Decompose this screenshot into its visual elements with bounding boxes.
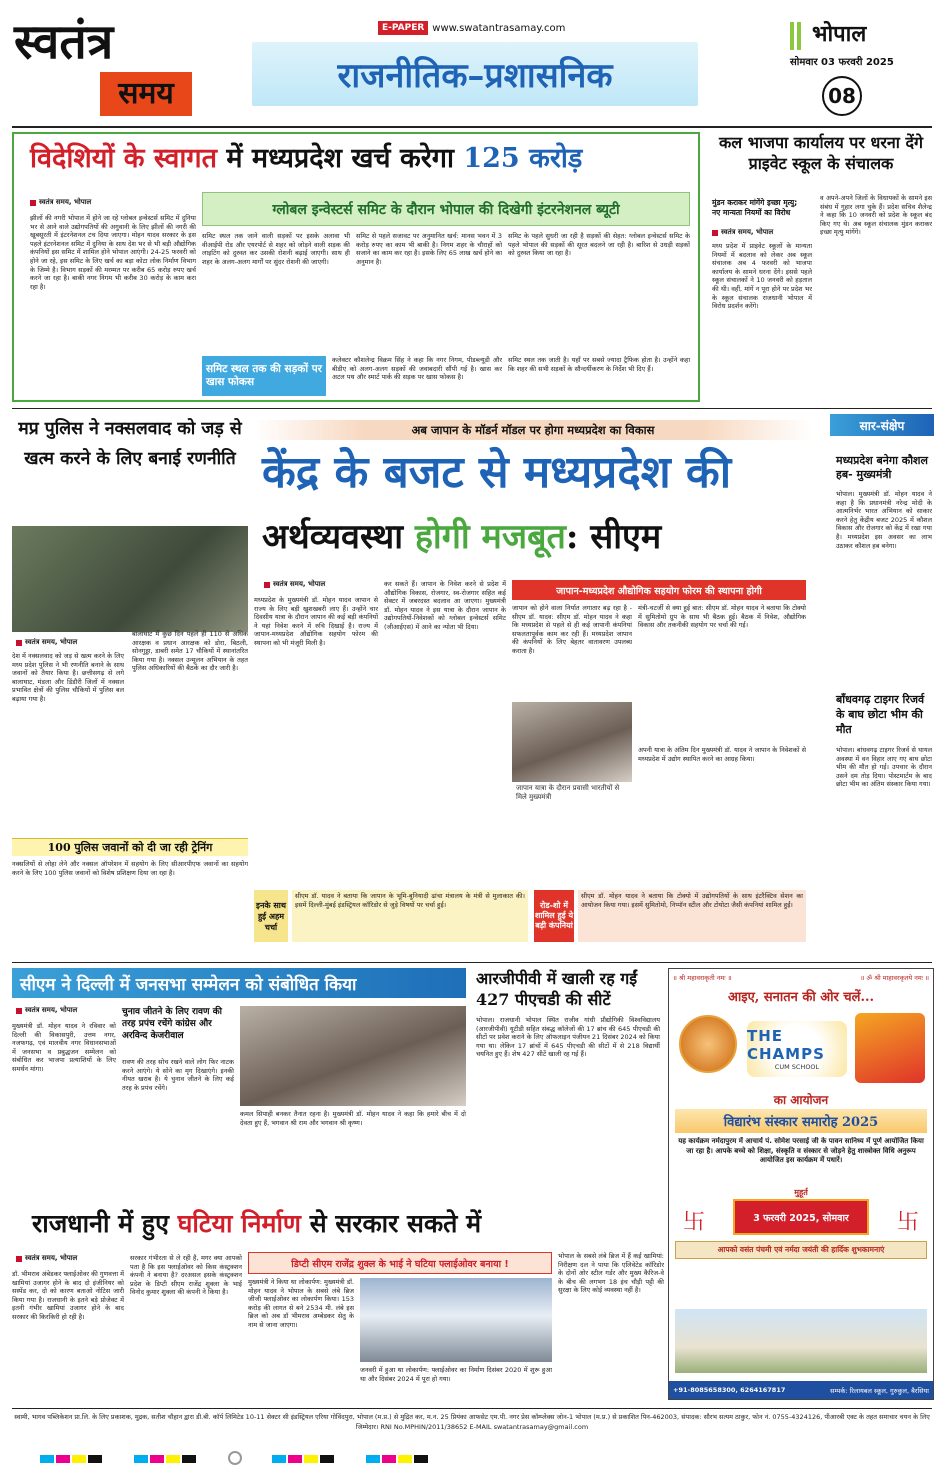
main-headline-2c: : सीएम bbox=[565, 517, 662, 557]
ad-top-left: ॥ श्री महावराकृती नमः ॥ bbox=[673, 974, 732, 982]
logo-line2: समय bbox=[100, 72, 192, 116]
school-headline: कल भाजपा कार्यालय पर धरना देंगे प्राइवेट स्कूल के संचालक bbox=[718, 133, 923, 173]
epaper-label: E-PAPER bbox=[378, 21, 428, 35]
swastika-right-icon: 卐 bbox=[896, 1210, 919, 1235]
lead-headline-black: में मध्यप्रदेश खर्च करेगा bbox=[216, 143, 464, 174]
ad-brand-sub: CUM SCHOOL bbox=[774, 1063, 820, 1071]
delhi-body2: रावण की तरह सोच रखने वाले लोग फिर नाटक करने आएंगे। ये सोने का मृग दिखाएंगे। इनकी नीयत खराब है। ये चुनाव जीतने के लिए कई तरह के प्रपंच रचेंगे। bbox=[122, 1058, 234, 1092]
box-b-label bbox=[534, 890, 574, 942]
ad-event-title-bar bbox=[675, 1109, 927, 1133]
lead-highlight-box bbox=[202, 356, 326, 396]
section-banner bbox=[252, 42, 698, 106]
box-b-title: रोड-शो में शामिल हुई ये बड़ी कंपनियां bbox=[534, 901, 574, 930]
construction-headline bbox=[32, 1210, 481, 1238]
masthead-logo bbox=[14, 14, 194, 122]
rgpv-body: भोपाल। राजधानी भोपाल स्थित राजीव गांधी प्रौद्योगिकी विश्वविद्यालय (आरजीपीवी) यूटीडी सहित संबद्ध कॉलेजों की 17 ब्रांच की 645 पीएचडी की सीटों पर प्रवेश कराने के लिए ऑफलाइन पंजीयन 21 दिसंबर 2024 को किया गया था। लेकिन 17 ब्रांचों में 645 पीएचडी की सीटों में से 218 विद्यार्थी चयनित हुए हैं। शेष 427 सीटें खाली रह गई हैं। bbox=[476, 1016, 660, 1059]
lead-subhead-banner bbox=[202, 192, 690, 226]
section-rule-1 bbox=[12, 408, 932, 409]
ad-greeting: आपको वसंत पंचमी एवं नर्मदा जयंती की हार्दिक शुभकामनाएं bbox=[717, 1245, 885, 1254]
construction-body3: मुख्यमंत्री ने किया था लोकार्पण: मुख्यमंत्री डॉ. मोहन यादव ने भोपाल के सबसे लंबे ब्रिज जीजी फ्लाईओवर का लोकार्पण किया। 153 करोड़ की लागत से बने 2534 मी. लंबे इस ब्रिज को अब डॉ भीमराव अम्बेडकर सेतु के नाम से जाना जाएगा। bbox=[248, 1278, 354, 1329]
forum-body2: मंत्री-चटर्जी से क्या हुई बात: सीएम डॉ. मोहन यादव ने बताया कि टोक्यो में सुमितोमो ग्रुप के साथ भी बैठक हुई। बैठक में निवेश, औद्योगिक विकास और तकनीकी सहयोग पर चर्चा की गई। bbox=[638, 604, 806, 630]
ad-date: 3 फरवरी 2025, सोमवार bbox=[753, 1212, 849, 1224]
lead-headline-red: विदेशियों के स्वागत bbox=[30, 143, 217, 174]
footer-rule bbox=[12, 1408, 932, 1409]
main-kicker-bar bbox=[254, 420, 812, 440]
main-headline-2 bbox=[262, 518, 661, 556]
logo-line1: स्वतंत्र bbox=[14, 14, 114, 70]
police-story bbox=[12, 414, 248, 944]
delhi-photo-caption: कमल सिपाही बनकर तैनात रहना है। मुख्यमंत्री डॉ. मोहन यादव ने कहा कि हमारे बीच में दो देवता हुए हैं, भगवान श्री राम और भगवान श्री कृष्ण। bbox=[240, 1110, 466, 1127]
lead-byline: स्वतंत्र समय, भोपाल bbox=[30, 198, 91, 207]
school-subhead: मुंडन कराकर मांगेंगे इच्छा मृत्यु; नए मान्यता नियमों का विरोध bbox=[712, 198, 798, 217]
masthead-meta bbox=[790, 16, 930, 116]
lead-headline bbox=[30, 144, 582, 174]
ad-school-photo bbox=[675, 1309, 927, 1373]
box-b-body: सीएम डॉ. मोहन यादव ने बताया कि टोक्यो में उद्योगपतियों के साथ इंटरैक्टिव सेशन का आयोजन किया गया। इसमें सुमितोमो, निप्पॉन स्टील और टोयोटा जैसी कंपनियां शामिल हुईं। bbox=[578, 890, 806, 942]
ad-footer-bar bbox=[669, 1381, 933, 1399]
construction-kicker-bar bbox=[248, 1252, 552, 1274]
construction-kicker: डिप्टी सीएम राजेंद्र शुक्ल के भाई ने घटिया फ्लाईओवर बनाया ! bbox=[291, 1258, 509, 1270]
ad-top-strip bbox=[673, 973, 929, 985]
side-caption: अपनी यात्रा के अंतिम दिन मुख्यमंत्री डॉ. यादव ने जापान के निवेशकों से मध्यप्रदेश में उद्योग स्थापित करने का आग्रह किया। bbox=[638, 746, 806, 763]
lead-col6: समिट स्थल तक जाती है। यहाँ पर सबसे ज्यादा ट्रैफिक होता है। उन्होंने कहा कि शहर की सभी सड़कों के सौन्दर्यीकरण के निर्देश भी दिए हैं। bbox=[508, 356, 690, 373]
construction-body4: भोपाल के सबसे लंबे ब्रिज में हैं कई खामियां: निरीक्षण दल ने पाया कि एलिवेटेड कॉरिडोर के दोनों ओर स्टील गर्डर और मुख्य कैरिज-वे के बीच की लगभग 18 इंच चौड़ी पट्टी की सुरक्षा के लिए कोई व्यवस्था नहीं है। bbox=[558, 1252, 664, 1295]
box-a-body: सीएम डॉ. यादव ने बताया कि जापान के भूमि-बुनियादी ढांचा मंत्रालय के मंत्री से मुलाकात की। इसमें दिल्ली-मुंबई इंडस्ट्रियल कॉरिडोर से जुड़े विषयों पर चर्चा हुई। bbox=[292, 890, 528, 942]
school-body: मध्य प्रदेश में प्राइवेट स्कूलों के मान्यता नियमों में बदलाव को लेकर अब स्कूल संचालक अब 4 फरवरी को भाजपा कार्यालय के सामने धरना देंगे। इससे पहले स्कूल संचालकों ने 10 जनवरी को हड़ताल की थी। वहीं, मांगें न पूरा होने पर प्रदेश भर के स्कूल संचालक राजधानी भोपाल में विरोध प्रदर्शन करेंगे। bbox=[712, 242, 812, 311]
police-box-title-bar bbox=[12, 838, 248, 856]
epaper-bar bbox=[378, 20, 565, 36]
main-headline-2a: अर्थव्यवस्था bbox=[262, 517, 415, 557]
delhi-byline: स्वतंत्र समय, भोपाल bbox=[16, 1006, 77, 1015]
brief-item1-body: भोपाल। मुख्यमंत्री डॉ. मोहन यादव ने कहा है कि प्रधानमंत्री नरेन्द्र मोदी के आत्मनिर्भर भारत अभियान को साकार करने हेतु केंद्रीय बजट 2025 में कौशल विकास और रोजगार को केंद्र में रखा गया है। मध्यप्रदेश इस अवसर का लाभ उठाकर कौशल हब बनेगा। bbox=[836, 490, 932, 550]
lead-highlight-text: समिट स्थल तक की सड़कों पर खास फोकस bbox=[206, 363, 322, 388]
cmyk-bar-right bbox=[366, 1448, 430, 1467]
brief-column bbox=[830, 414, 934, 944]
construction-headline-2: से सरकार सकते में bbox=[301, 1209, 482, 1238]
footer-editor: संपादक: सौरभ सत्यम ठाकुर, फोन नं. 0755-4324126, bbox=[681, 1413, 823, 1421]
ad-muhurat: मुहूर्त bbox=[794, 1188, 808, 1197]
flyover-photo bbox=[360, 1278, 552, 1362]
page-number: 08 bbox=[828, 84, 856, 108]
lead-headline-blue: 125 करोड़ bbox=[463, 143, 583, 174]
masthead-rule bbox=[12, 126, 932, 128]
issue-date: सोमवार 03 फरवरी 2025 bbox=[790, 57, 894, 68]
box-a-label bbox=[254, 890, 288, 942]
advertisement bbox=[668, 968, 934, 1400]
police-photo bbox=[12, 526, 248, 632]
main-story bbox=[254, 414, 812, 944]
police-box-body: नक्सलियों से लोहा लेने और नक्सल ऑपरेशन में सहयोग के लिए सीआरपीएफ जवानों का सहयोग करने के लिए 100 पुलिस जवानों को विशेष प्रशिक्षण दिया जा रहा है। bbox=[12, 860, 248, 877]
ad-date-box bbox=[733, 1199, 869, 1235]
school-body2: व अपने-अपने जिलों के विधायकों के सामने इस संबंध में गुहार लगा चुके हैं। प्रदेश सचिव शैलेन्द्र ने कहा कि 10 जनवरी को प्रदेश के स्कूल बंद किए गए थे। अब स्कूल संचालक मुंडन कराकर इच्छा मृत्यु मांगेंगे। bbox=[820, 194, 932, 237]
brief-item2-body: भोपाल। बांधवगढ़ टाइगर रिजर्व से घायल अवस्था में वन विहार लाए गए बाघ छोटा भीम की मौत हो गई। उपचार के दौरान उसने दम तोड़ दिया। पोस्टमार्टम के बाद छोटा भीम का अंतिम संस्कार किया गया। bbox=[836, 746, 932, 789]
ad-top-right: ॥ ॐ श्री माहावरकृतये नमः ॥ bbox=[860, 974, 929, 982]
ad-brand: THE CHAMPS bbox=[747, 1027, 825, 1063]
construction-story bbox=[12, 1206, 664, 1406]
delhi-headline: सीएम ने दिल्ली में जनसभा सम्मेलन को संबोधित किया bbox=[20, 974, 357, 995]
box-a-title: इनके साथ हुई अहम चर्चा bbox=[256, 900, 286, 932]
accent-bars bbox=[790, 22, 801, 50]
ad-tagline: आइए, सनातन की ओर चलें... bbox=[727, 990, 875, 1005]
lead-story bbox=[12, 132, 700, 402]
delhi-body: मुख्यमंत्री डॉ. मोहन यादव ने रविवार को दिल्ली की विकासपुरी, उत्तम नगर, नजफगढ़, एवं मालवीय नगर विधानसभाओं में जनसभा व प्रबुद्धजन सम्मेलन को संबोधित कर भाजपा प्रत्याशियों के लिए समर्थन मांगा। bbox=[12, 1022, 116, 1073]
forum-title: जापान-मध्यप्रदेश औद्योगिक सहयोग फोरम की स्थापना होगी bbox=[556, 585, 762, 597]
rgpv-story bbox=[476, 968, 660, 1200]
website-link[interactable]: www.swatantrasamay.com bbox=[432, 22, 566, 34]
swastika-left-icon: 卐 bbox=[683, 1210, 706, 1235]
color-registration-strip bbox=[40, 1448, 430, 1467]
ad-portrait bbox=[679, 1015, 737, 1073]
brief-item1-headline: मध्यप्रदेश बनेगा कौशल हब- मुख्यमंत्री bbox=[836, 454, 928, 481]
delhi-headline-bar bbox=[12, 968, 466, 998]
lead-col2: समिट स्थल तक जाने वाली सड़कों पर इसके अलावा भी वीआईपी रोड और एयरपोर्ट से शहर को जोड़ने वाली सड़क की लाइटिंग को दुरुस्त कर उसकी रोशनी बढ़ाई जाएगी। साथ ही शहर के अलग-अलग मार्गों पर सुंदर रोशनी की जाएगी। bbox=[202, 232, 350, 266]
brief-item2-headline: बाँधवगढ़ टाइगर रिजर्व के बाघ छोटा भीम की मौत bbox=[836, 693, 925, 736]
school-byline: स्वतंत्र समय, भोपाल bbox=[712, 228, 773, 237]
ad-greeting-bar bbox=[675, 1241, 927, 1259]
construction-body: डॉ. भीमराव अंबेडकर फ्लाईओवर की गुणवत्ता में खामियां उजागर होने के बाद दो इंजीनियर को सस्पेंड कर, दो को कारण बताओ नोटिस जारी किया गया है। राजधानी के इतने बड़े प्रोजेक्ट में इतनी गंभीर खामियां उजागर होने के बाद सरकार की किरकिरी हो रही है। bbox=[12, 1270, 124, 1321]
delhi-quote: चुनाव जीतने के लिए रावण की तरह प्रपंच रचेंगे कांग्रेस और अरविन्द केजरीवाल bbox=[122, 1007, 222, 1041]
lead-col5: कलेक्टर कौशलेन्द्र विक्रम सिंह ने कहा कि नगर निगम, पीडब्ल्यूडी और बीडीए को अलग-अलग सड़कों की जवाबदारी सौंपी गई है। खास कर अटल पथ और स्मार्ट पार्क की सड़क पर खास फोकस है। bbox=[332, 356, 502, 382]
main-body1: मध्यप्रदेश के मुख्यमंत्री डॉ. मोहन यादव जापान से राज्य के लिए बड़ी खुशखबरी लाए हैं। उन्होंने चार दिवसीय यात्रा के दौरान जापान की कई बड़ी कंपनियों ने यहां निवेश करने में रुचि दिखाई है। राज्य में जापान-मध्यप्रदेश औद्योगिक सहयोग फोरम की स्थापना को भी मंजूरी मिली है। bbox=[254, 596, 378, 647]
forum-title-bar bbox=[512, 580, 806, 600]
lead-col3: समिट से पहले सजावट पर अनुमानित खर्च: मानस भवन में 3 करोड़ रुपए का काम भी बाकी है। निगम शहर के चौराहों को सजाने का काम कर रहा है। इसके लिए 65 लाख खर्च होने का अनुमान है। bbox=[356, 232, 502, 266]
main-body2: कर सकते हैं। जापान के निवेश करने से प्रदेश में औद्योगिक विकास, रोजगार, स्व-रोजगार सहित कई सेक्टर में जबरदस्त बदलाव आ जाएगा। मुख्यमंत्री डॉ. मोहन यादव ने इस यात्रा के दौरान जापान के उद्योगपतियों-निवेशकों को ग्लोबल इन्वेस्टर्स समिट (जीआईएस) में आने का न्योता भी दिया। bbox=[384, 580, 506, 631]
lead-subhead: ग्लोबल इन्वेस्टर्स समिट के दौरान भोपाल की दिखेगी इंटरनेशनल ब्यूटी bbox=[272, 201, 620, 218]
city-label: भोपाल bbox=[812, 21, 867, 47]
ad-event-title: विद्यारंभ संस्कार समारोह 2025 bbox=[723, 1115, 879, 1130]
police-body: देश में नक्सलवाद को जड़ से खत्म करने के लिए मध्य प्रदेश पुलिस ने भी रणनीति बनाने के साथ जवानों को तैयार किया है। छत्तीसगढ़ से लगे बालाघाट, मंडला और डिंडौरी जिलों में नक्सल प्रभावित क्षेत्रों की पुलिस चौकियों में पुलिस बल बढ़ाया गया है। bbox=[12, 652, 124, 703]
police-box-title: 100 पुलिस जवानों को दी जा रही ट्रेनिंग bbox=[47, 841, 213, 854]
main-kicker: अब जापान के मॉडर्न मॉडल पर होगा मध्यप्रदेश का विकास bbox=[411, 422, 655, 437]
construction-byline: स्वतंत्र समय, भोपाल bbox=[16, 1254, 77, 1263]
footer-imprint-text: स्वामी, भागव पब्लिकेशन प्रा.लि. के लिए प्रकाशक, मुद्रक, सतीश चौहान द्वारा डी.बी. कॉर्प लिमिटेड 10-11 सेक्टर सी इंडस्ट्रियल एरिया गोविंदपुरा, भोपाल (म.प्र.) से मुद्रित कर, म.न. 25 प्रियंका आफसेट एम.पी. नगर प्रेस कॉम्प्लेक्स जोन-1 भोपाल (म.प्र.) से प्रकाशित पिन-462003, bbox=[14, 1413, 680, 1421]
ad-logo-badge bbox=[747, 1021, 847, 1077]
delhi-photo bbox=[240, 1006, 466, 1106]
ad-emblem bbox=[855, 1013, 925, 1083]
lead-col4: समिट के पहले सुधरी जा रही है सड़कों की सेहत: ग्लोबल इन्वेस्टर्स समिट के पहले भोपाल की सड़कों की सूरत बदलने जा रही है। बारिश से उधड़ी सड़कों को दुरुस्त किया जा रहा है। bbox=[508, 232, 690, 258]
cm-photo bbox=[512, 702, 632, 782]
main-byline: स्वतंत्र समय, भोपाल bbox=[264, 580, 325, 589]
page-number-badge bbox=[822, 76, 862, 116]
main-headline-1: केंद्र के बजट से मध्यप्रदेश की bbox=[262, 447, 732, 498]
footer-legal: पीआरबी एक्ट के तहत समाचार चयन के लिए जिम्मेदार। RNI No.MPHIN/2011/38652 E-MAIL swatantrasamay@gmail.com bbox=[355, 1413, 930, 1431]
rgpv-headline: आरजीपीवी में खाली रह गईं 427 पीएचडी की सीटें bbox=[476, 969, 638, 1009]
police-byline: स्वतंत्र समय, भोपाल bbox=[16, 638, 77, 647]
construction-headline-1: राजधानी में हुए bbox=[32, 1209, 178, 1238]
forum-body: जापान को होने वाला निर्यात लगातार बढ़ रहा है - सीएम डॉ. यादव: सीएम डॉ. मोहन यादव ने कहा कि मध्यप्रदेश से पहले से ही कई जापानी कंपनियां सफलतापूर्वक काम कर रही हैं। मध्यप्रदेश जापान की कंपनियों के लिए बेहतर वातावरण उपलब्ध कराता है। bbox=[512, 604, 632, 655]
ad-details: यह कार्यक्रम नर्मदापुरम में आचार्य पं. सोमेश परसाई जी के पावन सानिध्य में पूर्ण आयोजित किया जा रहा है। आपके बच्चे को शिक्षा, संस्कृति व संस्कार से जोड़ने हेतु शास्त्रोक्त विधि अनुरूप आयोजित इस कार्यक्रम में पधारें। bbox=[678, 1137, 924, 1164]
registration-mark-icon bbox=[228, 1451, 242, 1465]
delhi-story bbox=[12, 968, 466, 1200]
section-title: राजनीतिक–प्रशासनिक bbox=[337, 56, 613, 96]
school-story bbox=[708, 132, 934, 402]
cmyk-bar-left bbox=[40, 1448, 104, 1467]
flyover-caption: जनवरी में हुआ था लोकार्पण: फ्लाईओवर का निर्माण दिसंबर 2020 में शुरू हुआ था और दिसंबर 2024 में पूरा हो गया। bbox=[360, 1366, 552, 1383]
ad-footer-note: सम्पर्क: रिलायबल स्कूल, गुरुकुल, बैरसिया bbox=[830, 1386, 929, 1395]
cmyk-bar-mid-left bbox=[134, 1448, 198, 1467]
photo-caption: जापान यात्रा के दौरान प्रवासी भारतीयों से मिले मुख्यमंत्री bbox=[516, 784, 620, 801]
police-headline: मप्र पुलिस ने नक्सलवाद को जड़ से खत्म करने के लिए बनाई रणनीति bbox=[18, 419, 242, 469]
lead-body: झीलों की नगरी भोपाल में होने जा रहे ग्लोबल इन्वेस्टर्स समिट में दुनिया भर से आने वाले उद्योगपतियों की अगुवानी के लिए झीलों की नगरी की खूबसूरती में इंटरनेशनल टच दिया जाएगा। मोहन यादव सरकार के इस पहले इंटरनेशनल समिट में दुनिया के साथ देश भर से भी बड़ी औद्योगिक कंपनियों इस समिट में शामिल होने भोपाल आएंगी। 24-25 फरवरी को होने जा रहे, इस समिट के लिए खर्च का बड़ा कोटा लोक निर्माण विभाग के जिम्मे है। विभाग सड़कों की मरम्मत पर करीब 65 करोड़ रुपए खर्च करने जा रहा है। बाकी नगर निगम भी करीब 30 करोड़ के काम करा रहा है। bbox=[30, 214, 196, 291]
footer-imprint bbox=[12, 1412, 932, 1442]
cmyk-bar-mid-right bbox=[272, 1448, 336, 1467]
brief-title: सार-संक्षेप bbox=[859, 418, 905, 433]
construction-body2: सरकार गंभीरता से ले रही है, मगर क्या आपको पता है कि इस फ्लाईओवर को किस कंस्ट्रक्शन कंपनी ने बनाया है? दरअसल इसके कंस्ट्रक्शन प्रदेश के डिप्टी सीएम राजेंद्र शुक्ला के भाई विनोद कुमार शुक्ला की कंपनी ने किया है। bbox=[130, 1254, 242, 1297]
main-headline-2b: होगी मजबूत bbox=[414, 517, 566, 557]
brief-title-bar bbox=[830, 414, 934, 436]
ad-event-label: का आयोजन bbox=[773, 1093, 829, 1107]
section-rule-2 bbox=[12, 962, 932, 963]
ad-phone[interactable]: +91-8085658300, 6264167817 bbox=[673, 1386, 786, 1394]
construction-headline-red: घटिया निर्माण bbox=[177, 1209, 302, 1238]
police-body2: बालाघाट में कुछ दिन पहले ही 110 से अधिक आरक्षक व प्रधान आरक्षक को डोरा, बिठली, सोनगुड्डा, डाबरी समेत 17 चौकियों में स्थानांतरित किया गया है। नक्सल उन्मूलन अभियान के तहत पुलिस अधिकारियों की बैठकें का दौर जारी है। bbox=[132, 630, 248, 673]
